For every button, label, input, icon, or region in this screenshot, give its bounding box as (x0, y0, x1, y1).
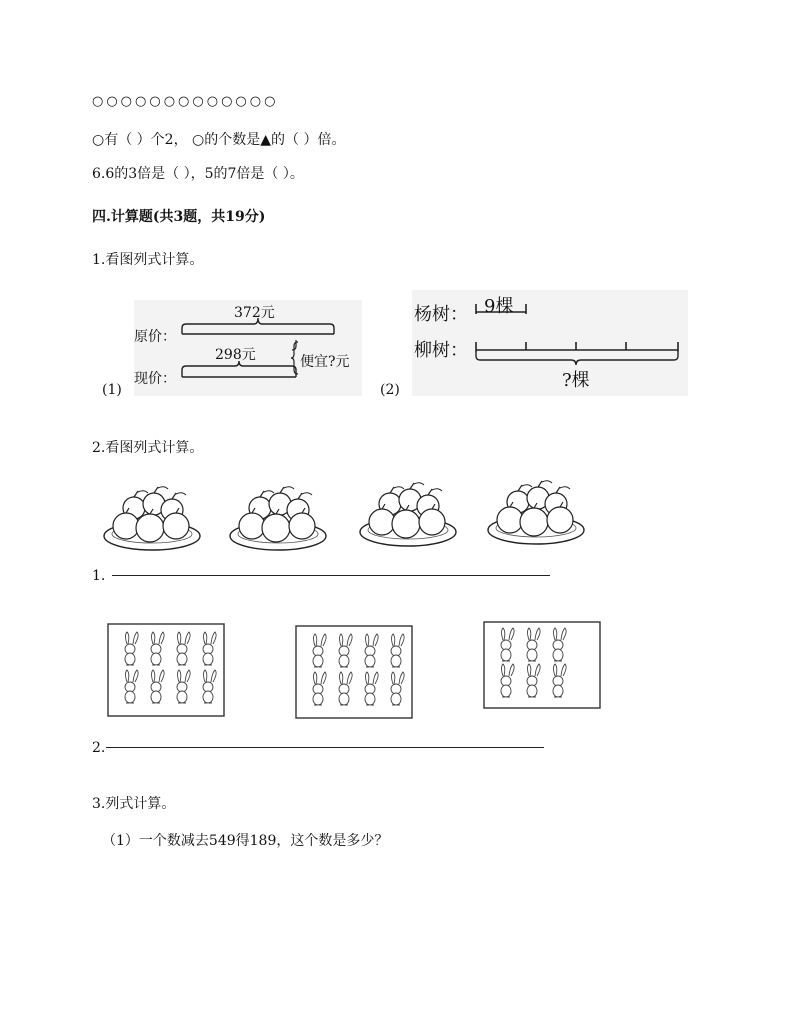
cheaper-question: 便宜?元 (300, 354, 350, 370)
answer2-line[interactable] (106, 747, 544, 748)
figure-tree-diagram (380, 290, 690, 400)
q2-title: 2.看图列式计算。 (92, 440, 204, 456)
yang-tree-label: 杨树： (414, 304, 468, 325)
answer1-label: 1. (92, 568, 106, 584)
q1-title: 1.看图列式计算。 (92, 252, 204, 268)
current-price-value: 298元 (215, 347, 256, 363)
question-multiples: 6.6的3倍是（ ），5的7倍是（ ）。 (92, 166, 304, 182)
answer1-line[interactable] (112, 575, 550, 576)
figure1-index: (1) (102, 382, 122, 398)
apple-plates-illustration (100, 474, 600, 560)
answer2-label: 2. (92, 740, 106, 756)
liu-tree-question: ?棵 (562, 370, 590, 391)
rabbit-boxes-illustration (104, 620, 604, 724)
q3-title: 3.列式计算。 (92, 796, 176, 812)
circle-symbols-row: ○○○○○○○○○○○○○ (92, 94, 279, 109)
question-circle-count: ○有（ ）个2， ○的个数是▲的（ ）倍。 (92, 132, 346, 148)
liu-tree-label: 柳树： (414, 340, 468, 361)
q3-sub1: （1）一个数减去549得189，这个数是多少？ (102, 833, 389, 849)
yang-tree-value: 9棵 (484, 296, 514, 317)
original-price-label: 原价： (134, 329, 176, 345)
figure2-index: (2) (380, 382, 400, 398)
current-price-label: 现价： (134, 371, 176, 387)
figure-price-diagram (98, 298, 363, 398)
section-title: 四.计算题(共3题，共19分) (92, 209, 266, 225)
original-price-value: 372元 (234, 305, 275, 321)
